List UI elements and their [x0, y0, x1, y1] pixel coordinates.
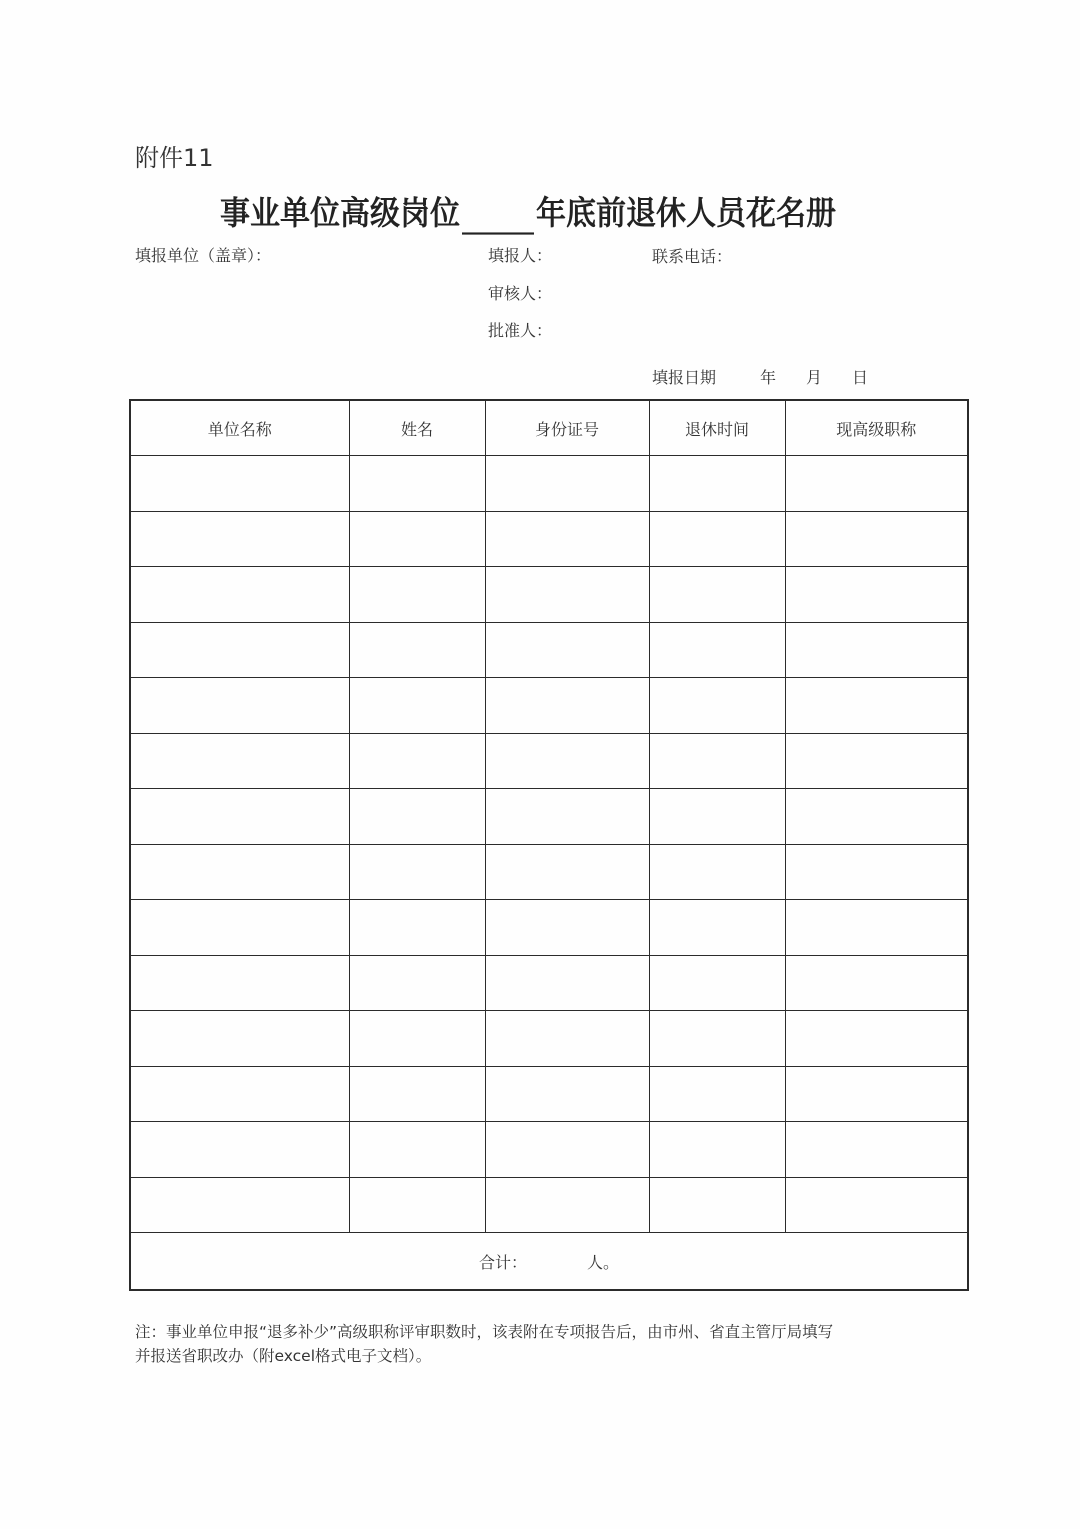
- id-number-cell[interactable]: [485, 456, 649, 512]
- table-header-row: [130, 400, 968, 456]
- column-header-id-number: 身份证号: [485, 400, 649, 456]
- table-row: [130, 511, 968, 567]
- retiree-roster-table: [129, 399, 969, 1291]
- table-row: [130, 1066, 968, 1122]
- current-title-cell[interactable]: [785, 844, 968, 900]
- name-cell[interactable]: [349, 844, 485, 900]
- footnote: [135, 1320, 975, 1368]
- reviewer-label: 审核人：: [488, 284, 553, 303]
- unit-name-cell[interactable]: [130, 844, 349, 900]
- column-header-unit-name: 单位名称: [130, 400, 349, 456]
- id-number-cell[interactable]: [485, 511, 649, 567]
- id-number-cell[interactable]: [485, 678, 649, 734]
- retirement-time-cell[interactable]: [649, 789, 785, 845]
- table-row: [130, 789, 968, 845]
- name-cell[interactable]: [349, 733, 485, 789]
- id-number-cell[interactable]: [485, 900, 649, 956]
- retirement-time-cell[interactable]: [649, 511, 785, 567]
- table-row: [130, 733, 968, 789]
- name-cell[interactable]: [349, 789, 485, 845]
- total-row: [130, 1233, 968, 1291]
- attachment-label: 附件11: [135, 144, 214, 172]
- footnote-line-1: 注：事业单位申报“退多补少”高级职称评审职数时，该表附在专项报告后，由市州、省直主管厅局填写: [135, 1323, 834, 1341]
- table-row: [130, 678, 968, 734]
- table-body: [130, 456, 968, 1233]
- name-cell[interactable]: [349, 1177, 485, 1233]
- unit-name-cell[interactable]: [130, 789, 349, 845]
- current-title-cell[interactable]: [785, 1011, 968, 1067]
- unit-name-cell[interactable]: [130, 567, 349, 623]
- name-cell[interactable]: [349, 955, 485, 1011]
- unit-name-cell[interactable]: [130, 1122, 349, 1178]
- name-cell[interactable]: [349, 511, 485, 567]
- retirement-time-cell[interactable]: [649, 622, 785, 678]
- table-row: [130, 1177, 968, 1233]
- id-number-cell[interactable]: [485, 1066, 649, 1122]
- name-cell[interactable]: [349, 622, 485, 678]
- id-number-cell[interactable]: [485, 733, 649, 789]
- table-row: [130, 567, 968, 623]
- report-date: [652, 365, 868, 388]
- footnote-line-2: 并报送省职改办（附excel格式电子文档）。: [135, 1347, 432, 1365]
- unit-name-cell[interactable]: [130, 678, 349, 734]
- id-number-cell[interactable]: [485, 1177, 649, 1233]
- current-title-cell[interactable]: [785, 789, 968, 845]
- name-cell[interactable]: [349, 1011, 485, 1067]
- current-title-cell[interactable]: [785, 955, 968, 1011]
- retirement-time-cell[interactable]: [649, 955, 785, 1011]
- name-cell[interactable]: [349, 567, 485, 623]
- approver-label: 批准人：: [488, 321, 553, 340]
- year-blank-field[interactable]: [462, 195, 534, 235]
- retirement-time-cell[interactable]: [649, 844, 785, 900]
- current-title-cell[interactable]: [785, 622, 968, 678]
- document-title: [220, 186, 836, 235]
- table-row: [130, 1122, 968, 1178]
- retirement-time-cell[interactable]: [649, 1066, 785, 1122]
- table-row: [130, 456, 968, 512]
- column-header-retirement-time: 退休时间: [649, 400, 785, 456]
- retirement-time-cell[interactable]: [649, 733, 785, 789]
- current-title-cell[interactable]: [785, 900, 968, 956]
- current-title-cell[interactable]: [785, 456, 968, 512]
- current-title-cell[interactable]: [785, 1122, 968, 1178]
- id-number-cell[interactable]: [485, 622, 649, 678]
- name-cell[interactable]: [349, 1122, 485, 1178]
- id-number-cell[interactable]: [485, 955, 649, 1011]
- date-year: 年: [760, 368, 777, 387]
- retirement-time-cell[interactable]: [649, 456, 785, 512]
- unit-name-cell[interactable]: [130, 622, 349, 678]
- current-title-cell[interactable]: [785, 1066, 968, 1122]
- total-label: 合计：: [478, 1252, 527, 1272]
- table-row: [130, 900, 968, 956]
- unit-name-cell[interactable]: [130, 511, 349, 567]
- retirement-time-cell[interactable]: [649, 1177, 785, 1233]
- date-day: 日: [852, 368, 869, 387]
- name-cell[interactable]: [349, 900, 485, 956]
- current-title-cell[interactable]: [785, 733, 968, 789]
- id-number-cell[interactable]: [485, 567, 649, 623]
- phone-label: 联系电话：: [652, 247, 733, 266]
- id-number-cell[interactable]: [485, 844, 649, 900]
- unit-name-cell[interactable]: [130, 900, 349, 956]
- table-row: [130, 622, 968, 678]
- retirement-time-cell[interactable]: [649, 567, 785, 623]
- current-title-cell[interactable]: [785, 511, 968, 567]
- name-cell[interactable]: [349, 456, 485, 512]
- unit-name-cell[interactable]: [130, 456, 349, 512]
- current-title-cell[interactable]: [785, 678, 968, 734]
- column-header-current-title: 现高级职称: [785, 400, 968, 456]
- filler-label: 填报人：: [488, 246, 553, 265]
- reporting-unit-label: 填报单位（盖章）：: [135, 246, 272, 265]
- name-cell[interactable]: [349, 1066, 485, 1122]
- current-title-cell[interactable]: [785, 1177, 968, 1233]
- current-title-cell[interactable]: [785, 567, 968, 623]
- retirement-time-cell[interactable]: [649, 1122, 785, 1178]
- unit-name-cell[interactable]: [130, 955, 349, 1011]
- total-cell[interactable]: [130, 1233, 968, 1291]
- retirement-time-cell[interactable]: [649, 1011, 785, 1067]
- unit-name-cell[interactable]: [130, 1066, 349, 1122]
- column-header-name: 姓名: [349, 400, 485, 456]
- id-number-cell[interactable]: [485, 1122, 649, 1178]
- id-number-cell[interactable]: [485, 789, 649, 845]
- unit-name-cell[interactable]: [130, 733, 349, 789]
- total-unit: 人。: [587, 1252, 620, 1272]
- retirement-time-cell[interactable]: [649, 678, 785, 734]
- retirement-time-cell[interactable]: [649, 900, 785, 956]
- unit-name-cell[interactable]: [130, 1011, 349, 1067]
- name-cell[interactable]: [349, 678, 485, 734]
- unit-name-cell[interactable]: [130, 1177, 349, 1233]
- date-label: 填报日期: [652, 368, 717, 387]
- table-row: [130, 844, 968, 900]
- table-row: [130, 955, 968, 1011]
- title-prefix: 事业单位高级岗位: [220, 194, 460, 233]
- date-month: 月: [806, 368, 823, 387]
- title-suffix: 年底前退休人员花名册: [536, 194, 836, 233]
- id-number-cell[interactable]: [485, 1011, 649, 1067]
- table-row: [130, 1011, 968, 1067]
